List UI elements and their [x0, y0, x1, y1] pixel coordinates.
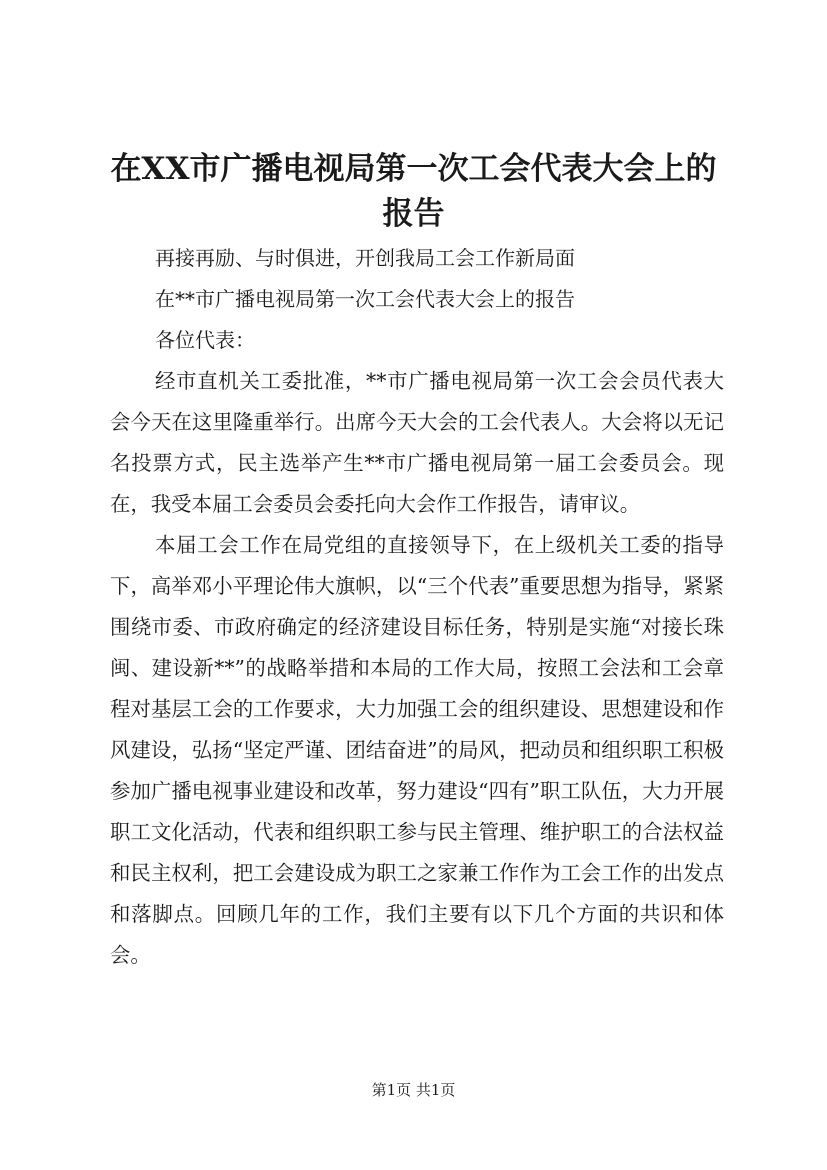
subtitle-line-2: 在**市广播电视局第一次工会代表大会上的报告	[155, 287, 575, 311]
subtitle-line-1: 再接再励、与时俱进，开创我局工会工作新局面	[155, 246, 575, 270]
paragraph: 经市直机关工委批准，**市广播电视局第一次工会会员代表大会今天在这里隆重举行。出席今天大会的工会代表人。大会将以无记名投票方式，民主选举产生**市广播电视局第一届工会委员会。现在，我受本届工会委员会委托向大会作工作报告，请审议。	[110, 369, 724, 516]
page-footer: 第1页 共1页	[371, 1081, 456, 1099]
salutation: 各位代表：	[155, 328, 255, 352]
paragraph: 本届工会工作在局党组的直接领导下，在上级机关工委的指导下，高举邓小平理论伟大旗帜，以“三个代表”重要思想为指导，紧紧围绕市委、市政府确定的经济建设目标任务，特别是实施“对接长珠闽、建设新**”的战略举措和本局的工作大局，按照工会法和工会章程对基层工会的工作要求，大力加强工会的组织建设、思想建设和作风建设，弘扬“坚定严谨、团结奋进”的局风，把动员和组织职工积极参加广播电视事业建设和改革，努力建设“四有”职工队伍，大力开展职工文化活动，代表和组织职工参与民主管理、维护职工的合法权益和民主权利，把工会建设成为职工之家兼工作作为工会工作的出发点和落脚点。回顾几年的工作，我们主要有以下几个方面的共识和体会。	[110, 533, 724, 967]
document-body	[110, 238, 724, 976]
document-title: 在XX市广播电视局第一次工会代表大会上的报告	[110, 151, 717, 232]
